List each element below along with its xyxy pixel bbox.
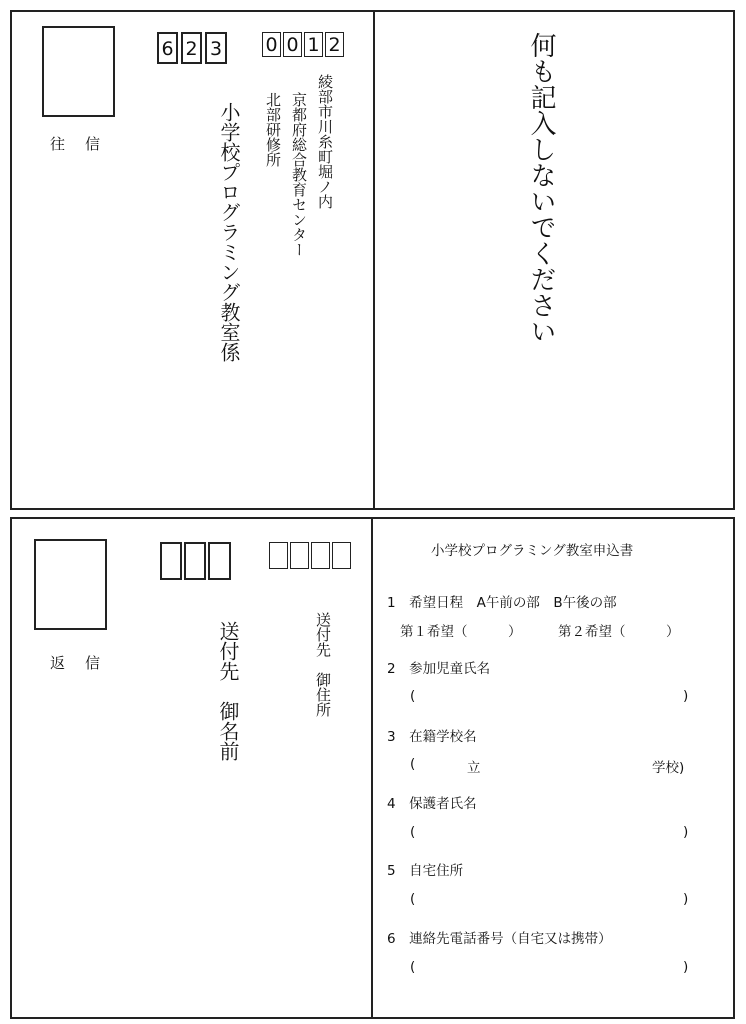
form-q4-close-paren: ) <box>683 824 689 840</box>
card-divider <box>373 12 375 508</box>
form-title: 小学校プログラミング教室申込書 <box>431 543 634 559</box>
form-q6-close-paren: ) <box>683 959 689 975</box>
form-q5: 5 自宅住所 <box>387 863 464 879</box>
postal-digit-7: 2 <box>325 32 344 57</box>
postal-digit-1: 6 <box>157 32 178 64</box>
form-q5-open-paren: ( <box>410 891 416 907</box>
address-line-2: 京都府総合教育センター <box>290 92 308 257</box>
reply-label: 返信 <box>50 654 121 672</box>
postal-box-7 <box>332 542 351 569</box>
address-line-1: 綾部市川糸町堀ノ内 <box>316 74 334 209</box>
form-q6: 6 連絡先電話番号（自宅又は携帯） <box>387 931 612 947</box>
name-label: 送付先 御名前 <box>216 621 240 761</box>
postal-box-1 <box>160 542 182 580</box>
postal-digit-4: 0 <box>262 32 281 57</box>
form-q2-close-paren: ) <box>683 688 689 704</box>
postal-digit-6: 1 <box>304 32 323 57</box>
postal-digit-5: 0 <box>283 32 302 57</box>
postal-box-4 <box>269 542 288 569</box>
form-q2: 2 参加児童氏名 <box>387 661 491 677</box>
form-q1-choice1: 第１希望（ ） <box>400 624 522 640</box>
address-label: 送付先 御住所 <box>314 612 332 717</box>
form-q3-ritsu: 立 <box>467 760 481 776</box>
form-q3-school: 学校) <box>652 760 685 776</box>
form-q1-choice2: 第２希望（ ） <box>558 624 680 640</box>
form-q3-open-paren: ( <box>410 756 416 772</box>
stamp-box <box>34 539 107 630</box>
postal-digit-3: 3 <box>205 32 227 64</box>
form-q4: 4 保護者氏名 <box>387 796 477 812</box>
postal-digit-2: 2 <box>181 32 202 64</box>
postal-box-6 <box>311 542 330 569</box>
form-q3: 3 在籍学校名 <box>387 729 477 745</box>
postal-box-2 <box>184 542 206 580</box>
address-line-3: 北部研修所 <box>264 92 282 167</box>
recipient-name: 小学校プログラミング教室係 <box>217 102 241 362</box>
form-q1: 1 希望日程 A午前の部 B午後の部 <box>387 595 617 611</box>
form-q5-close-paren: ) <box>683 891 689 907</box>
postal-box-3 <box>208 542 231 580</box>
outgoing-label: 往信 <box>50 135 121 153</box>
do-not-write-notice: 何も記入しないでください <box>526 32 556 344</box>
form-q4-open-paren: ( <box>410 824 416 840</box>
reply-postcard <box>10 517 735 1019</box>
form-q6-open-paren: ( <box>410 959 416 975</box>
card-divider <box>371 519 373 1017</box>
stamp-box <box>42 26 115 117</box>
form-q2-open-paren: ( <box>410 688 416 704</box>
postal-box-5 <box>290 542 309 569</box>
outgoing-postcard <box>10 10 735 510</box>
